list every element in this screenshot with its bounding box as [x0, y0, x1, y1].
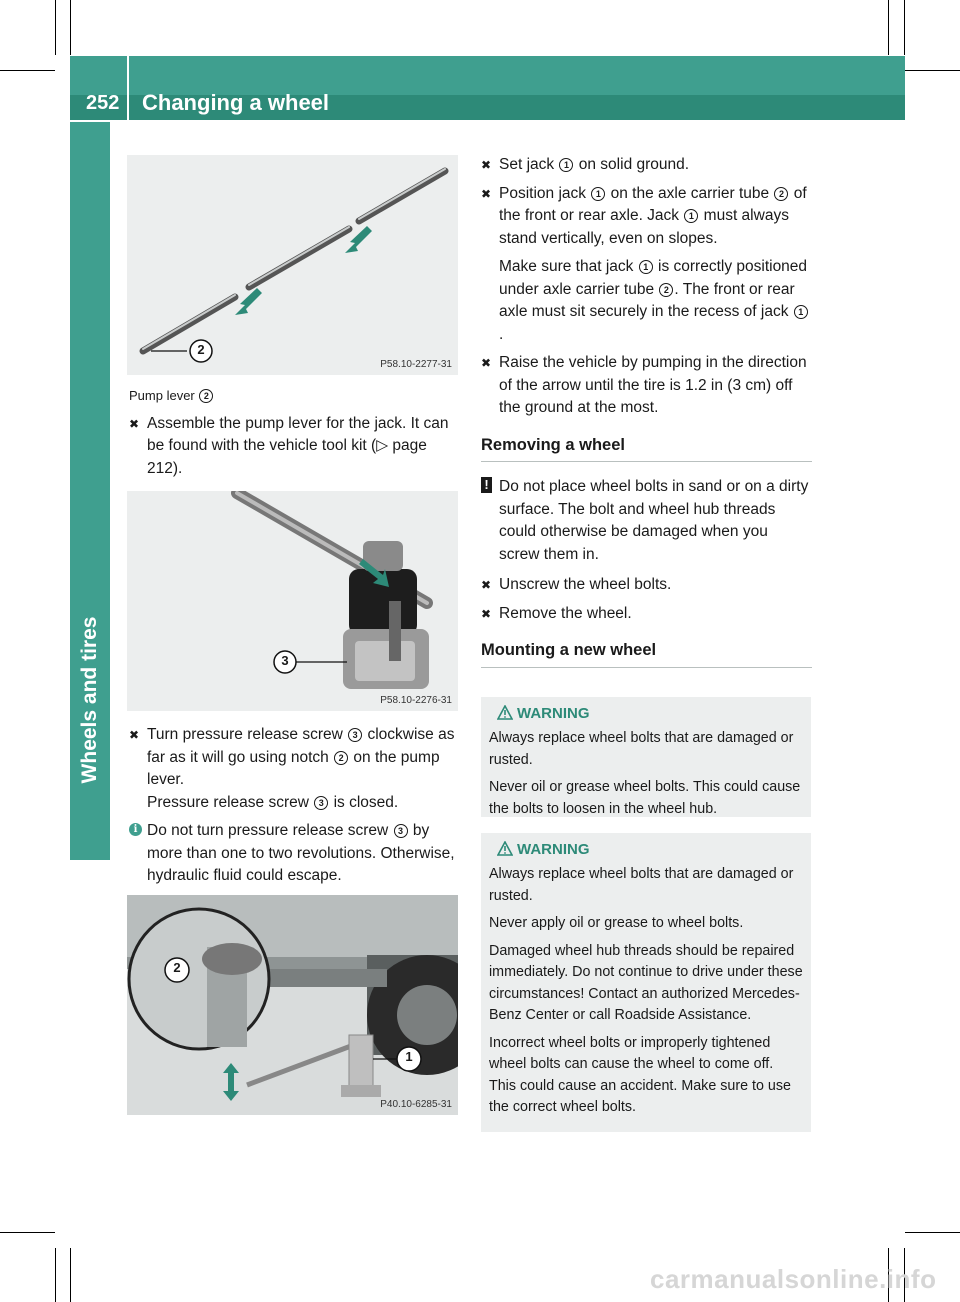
step-text: on the pump lever. [147, 748, 440, 788]
warning-triangle-icon [497, 841, 513, 860]
caution-text: Do not place wheel bolts in sand or on a dirty surface. The bolt and wheel hub threads could otherwise be damaged when you screw them in. [499, 478, 809, 563]
chapter-title: Changing a wheel [142, 90, 330, 115]
step-text: clockwise as far as it will go using notch [147, 726, 455, 766]
caution-note [481, 476, 812, 566]
page-number: 252 [86, 92, 120, 114]
warning-paragraph: Never oil or grease wheel bolts. This could cause the bolts to loosen in the wheel hub. [489, 779, 801, 817]
warning-title-text: WARNING [517, 705, 590, 722]
step-text: on solid ground. [574, 156, 690, 173]
step-result [147, 792, 461, 815]
step-arrow-icon: ✖ [481, 186, 492, 201]
page-reference-link[interactable]: page 212). [147, 437, 427, 477]
crop-mark [904, 0, 905, 55]
warning-paragraph: Always replace wheel bolts that are damaged or rusted. [489, 866, 794, 904]
instruction-step [481, 352, 812, 420]
crop-mark [55, 1248, 56, 1302]
step-text: Position jack [499, 184, 591, 202]
instruction-step [129, 413, 459, 481]
crop-mark [905, 1232, 960, 1233]
left-text-middle [129, 724, 461, 892]
callout-marker: 1 [639, 260, 653, 274]
step-arrow-icon: ✖ [129, 728, 140, 742]
detail-text: Make sure that jack [499, 258, 638, 275]
figure-callout: 1 [405, 1049, 413, 1064]
warning-paragraph: Never apply oil or grease to wheel bolts. [489, 915, 744, 931]
step-text: must always stand vertically, even on slopes. [499, 207, 789, 247]
result-text: is closed. [329, 793, 399, 811]
step-text: Set jack [499, 156, 559, 173]
step-text: Turn pressure release screw [147, 726, 348, 743]
left-text-upper [129, 385, 459, 486]
callout-marker: 2 [774, 187, 788, 201]
crop-mark [0, 70, 55, 71]
crop-mark [70, 0, 71, 55]
result-text: Pressure release screw [147, 793, 314, 811]
step-arrow-icon: ✖ [481, 578, 492, 592]
right-column [481, 154, 812, 668]
detail-text: is correctly positioned under axle carrier tube [499, 258, 808, 298]
callout-marker: 1 [559, 158, 573, 172]
step-text: on the axle carrier tube [606, 184, 774, 202]
figure-jack-screw [127, 491, 458, 711]
step-detail [499, 256, 812, 346]
callout-marker: 3 [348, 728, 362, 742]
warning-paragraph: Damaged wheel hub threads should be repaired immediately. Do not continue to drive under these circumstances! Contact an authorized Mercedes-Benz Center or call Roadside Assistance. [489, 942, 803, 1023]
figure-callout: 2 [197, 342, 205, 357]
note-text: Do not turn pressure release screw [147, 822, 393, 839]
callout-marker: 1 [684, 209, 698, 223]
figure-code: P58.10-2277-31 [380, 359, 452, 370]
figure-code: P58.10-2276-31 [380, 695, 452, 706]
step-text: Unscrew the wheel bolts. [499, 576, 672, 593]
instruction-step [481, 154, 812, 177]
warning-triangle-icon [497, 705, 513, 724]
section-heading: Removing a wheel [481, 434, 812, 463]
figure-callout: 3 [281, 653, 289, 668]
detail-text: . The front or rear axle must sit securely in the recess of jack [499, 280, 795, 320]
crop-mark [55, 0, 56, 55]
side-tab-label: Wheels and tires [78, 616, 101, 784]
instruction-step [481, 603, 812, 626]
crop-mark [0, 1232, 55, 1233]
vehicle-jack-illustration [127, 895, 458, 1115]
callout-marker: 2 [334, 751, 348, 765]
instruction-step [129, 724, 461, 814]
step-arrow-icon: ✖ [129, 416, 140, 431]
figure-pump-lever [127, 155, 458, 375]
watermark: carmanualsonline.info [650, 1264, 937, 1294]
step-arrow-icon: ✖ [481, 606, 492, 621]
warning-title [489, 705, 803, 722]
step-arrow-icon: ✖ [481, 158, 492, 172]
caution-icon: ! [481, 477, 492, 493]
step-text: of the front or rear axle. Jack [499, 184, 807, 224]
caption-text: Pump lever [129, 388, 195, 403]
crop-mark [70, 1248, 71, 1302]
instruction-step [481, 574, 812, 597]
warning-title [489, 841, 803, 858]
step-text: Raise the vehicle by pumping in the direction of the arrow until the tire is 1.2 in (3 cm) off the ground at the most. [499, 354, 807, 416]
step-arrow-icon: ✖ [481, 356, 492, 370]
warning-paragraph: Always replace wheel bolts that are damaged or rusted. [489, 730, 794, 768]
header-divider [127, 56, 129, 120]
info-note [129, 820, 461, 888]
figure-callout: 2 [173, 960, 181, 975]
figure-jack-position [127, 895, 458, 1115]
callout-marker: 2 [659, 283, 673, 297]
section-heading: Mounting a new wheel [481, 639, 812, 668]
callout-marker: 1 [591, 187, 605, 201]
note-text: by more than one to two revolutions. Otherwise, hydraulic fluid could escape. [147, 822, 455, 884]
crop-mark [888, 0, 889, 55]
callout-marker: 3 [314, 796, 328, 810]
step-text: Remove the wheel. [499, 604, 632, 622]
pump-lever-illustration [127, 155, 458, 375]
instruction-step [481, 183, 812, 251]
warning-box [481, 833, 811, 1132]
warning-paragraph: Incorrect wheel bolts or improperly tightened wheel bolts can cause the wheel to come off. This could cause an accident. Make sure to use the correct wheel bolts. [489, 1034, 791, 1115]
callout-marker: 1 [794, 305, 808, 319]
page-ref-arrow-icon: ▷ [376, 437, 389, 454]
step-text: Assemble the pump lever for the jack. It can be found with the vehicle tool kit ( [147, 414, 449, 454]
info-icon: i [129, 823, 142, 836]
crop-mark [905, 70, 960, 71]
figure-code: P40.10-6285-31 [380, 1099, 452, 1110]
callout-marker: 3 [394, 824, 408, 838]
jack-illustration [127, 491, 458, 711]
detail-text: . [499, 325, 504, 343]
warning-title-text: WARNING [517, 841, 590, 858]
callout-marker: 2 [199, 389, 213, 403]
figure-caption [129, 385, 459, 408]
warning-box [481, 697, 811, 817]
